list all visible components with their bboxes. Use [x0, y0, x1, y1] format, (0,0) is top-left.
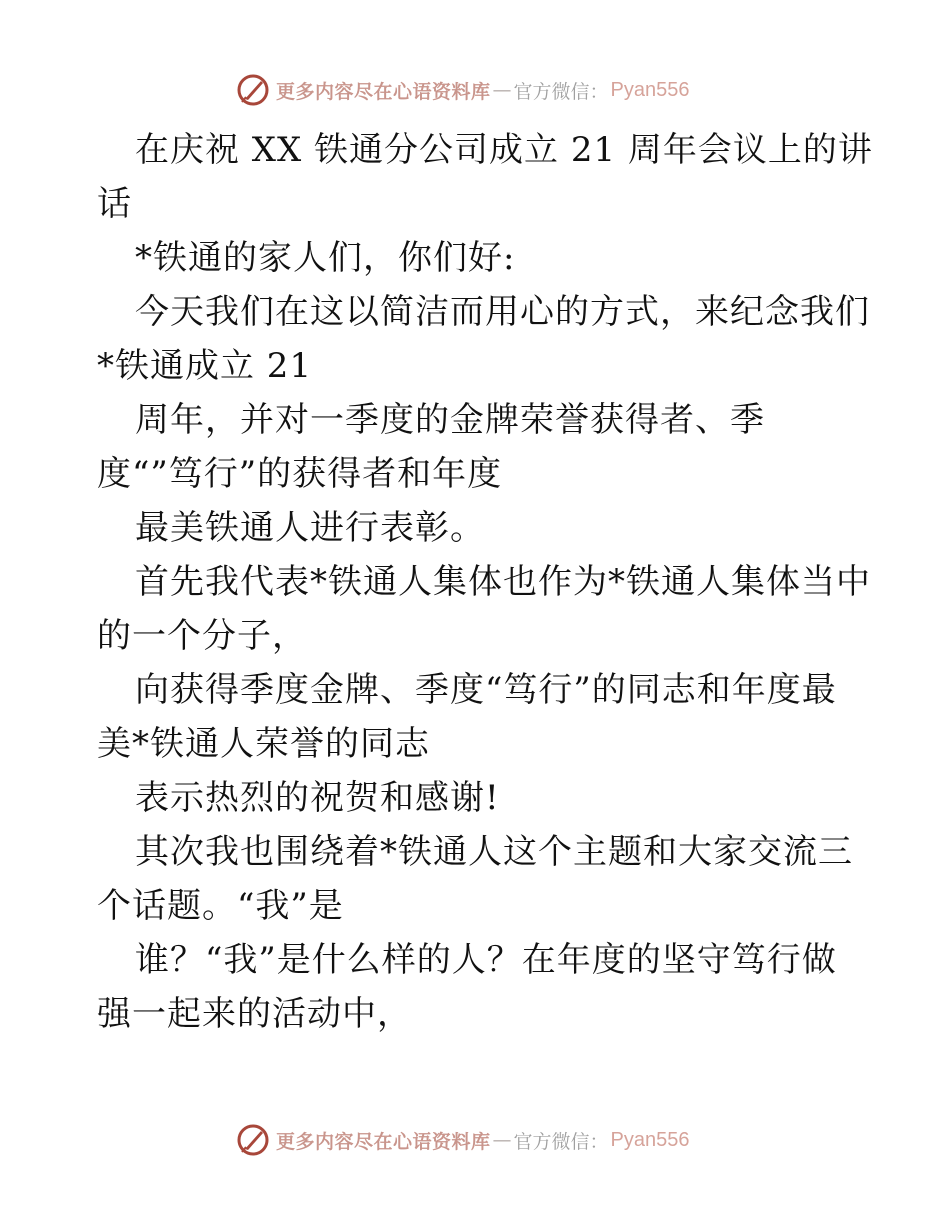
- header-watermark: [236, 72, 690, 108]
- watermark-wechat-id: Pyan556: [610, 78, 690, 101]
- watermark-text: 更多内容尽在心语资料库: [276, 80, 491, 103]
- text-line: 话: [97, 184, 132, 224]
- watermark-text: 更多内容尽在心语资料库: [276, 1130, 491, 1153]
- text-line: 度“”笃行”的获得者和年度: [97, 454, 503, 494]
- quill-logo-icon: [236, 73, 270, 107]
- text-line: 在庆祝 XX 铁通分公司成立 21 周年会议上的讲: [135, 130, 873, 170]
- text-line: 向获得季度金牌、季度“笃行”的同志和年度最: [135, 670, 837, 710]
- quill-logo-icon: [236, 1123, 270, 1157]
- watermark-separator: —: [492, 79, 512, 101]
- text-line: 周年，并对一季度的金牌荣誉获得者、季: [135, 400, 765, 440]
- watermark-wechat-label: 官方微信：: [513, 1130, 609, 1153]
- text-line: 其次我也围绕着*铁通人这个主题和大家交流三: [135, 832, 853, 872]
- text-line: *铁通的家人们，你们好:: [135, 238, 516, 278]
- text-line: 最美铁通人进行表彰。: [135, 508, 485, 548]
- document-body: [97, 123, 873, 1041]
- text-line: 首先我代表*铁通人集体也作为*铁通人集体当中: [135, 562, 871, 602]
- footer-watermark: [236, 1122, 690, 1158]
- text-line: 今天我们在这以简洁而用心的方式，来纪念我们: [135, 292, 870, 332]
- text-line: 美*铁通人荣誉的同志: [97, 724, 430, 764]
- watermark-wechat-label: 官方微信：: [513, 80, 609, 103]
- text-line: 谁？“我”是什么样的人？在年度的坚守笃行做: [135, 940, 837, 980]
- watermark-wechat-id: Pyan556: [610, 1128, 690, 1151]
- text-line: *铁通成立 21: [97, 346, 313, 386]
- text-line: 表示热烈的祝贺和感谢!: [135, 778, 500, 818]
- text-line: 个话题。“我”是: [97, 886, 344, 926]
- watermark-separator: —: [492, 1129, 512, 1151]
- text-line: 强一起来的活动中，: [97, 994, 412, 1034]
- text-line: 的一个分子，: [97, 616, 307, 656]
